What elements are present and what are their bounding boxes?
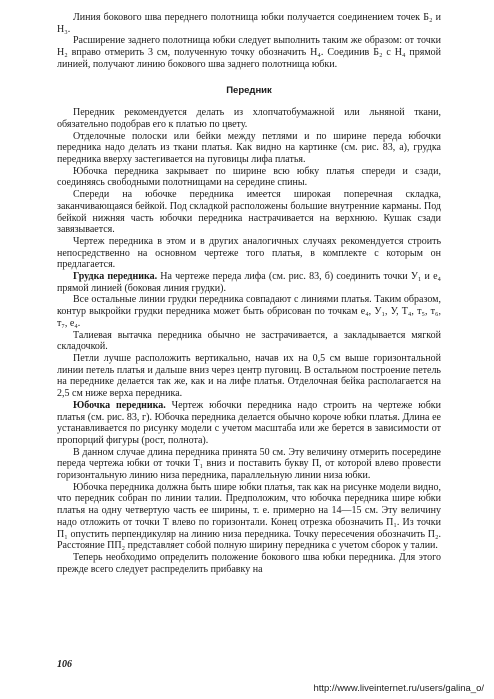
paragraph: Линия бокового шва переднего полотнища юбки получается соединением точек Б₂ и Н₃. [57,12,441,35]
page-number: 106 [57,659,72,670]
paragraph-yubochka [57,400,441,447]
paragraph: Петли лучше расположить вертикально, начав их на 0,5 см выше горизонтальной линии петель платья и дальше вниз через центр пуговиц. В остальном построение петель на переднике делается так же, как и на лифе платья. Отделочная бейка располагается на 2,5 см ниже верха передника. [57,352,441,400]
paragraph-text: Чертеж юбочки передника надо строить на чертеже юбки платья (см. рис. 83, г). Юбочка передника делается обычно короче юбки платья. Длина ее устанавливается по рисунку модели с учетом масштаба или же берется в зависимости от пропорций фигуры (рост, полнота). [57,399,441,446]
source-url: http://www.liveinternet.ru/users/galina_o/ [313,683,484,694]
paragraph-grudka [57,271,441,294]
paragraph: В данном случае длина передника принята 50 см. Эту величину отмерить посередине переда чертежа юбки от точки Т₁ вниз и поставить букву П, от которой влево провести горизонтальную линию низа передника, параллельную линии низа юбки. [57,446,441,482]
paragraph: Расширение заднего полотнища юбки следует выполнить таким же образом: от точки Н₂ вправо отмерить 3 см, полученную точку обозначить Н₄. Соединив Б₂ с Н₄ прямой линией, получают линию бокового шва заднего полотнища юбки. [57,35,441,70]
section-title: Передник [226,84,272,96]
paragraph: Юбочка передника должна быть шире юбки платья, так как на рисунке модели видно, что передник собран по линии талии. Предположим, что юбочка передника шире юбки платья на одну четвертую часть ее ширины, т. е. примерно на 14—15 см. Эту величину надо отложить от точки Т влево по горизонтали. Конец отрезка обозначить П₁. Из точки П₁ опустить перпендикуляр на линию низа передника. Точку пересечения обозначить П₂. Расстояние ПП₂ представляет собой полную ширину передника с учетом сборок у талии. [57,481,441,552]
paragraph: Талиевая вытачка передника обычно не застрачивается, а закладывается мягкой складочкой. [57,329,441,353]
book-page [57,12,441,575]
paragraph: Отделочные полоски или бейки между петлями и по ширине переда юбочки передника надо делать из ткани платья. Как видно на картинке (см. рис. 83, а), грудка передника вверху застегивается на пуговицы лифа платья. [57,130,441,166]
paragraph: Все остальные линии грудки передника совпадают с линиями платья. Таким образом, контур выкройки грудки передника может быть обрисован по точкам е₄, У₁, У, Т₄, т₅, т₆, т₇, е₄. [57,294,441,329]
runin-heading: Юбочка передника. [73,399,166,411]
paragraph: Юбочка передника закрывает по ширине всю юбку платья спереди и сзади, соединяясь свободными полотнищами на середине спины. [57,165,441,189]
paragraph: Спереди на юбочке передника имеется широкая поперечная складка, заканчивающаяся бейкой. Под складкой расположены большие внутренние карманы. Под бейкой нижняя часть юбочки передника настрачивается на верхнюю. Кушак сзади завязывается. [57,189,441,236]
runin-heading: Грудка передника. [73,271,158,283]
paragraph-text: На чертеже переда лифа (см. рис. 83, б) соединить точки У₁ и е₄ прямой линией (боковая линия грудки). [57,271,441,294]
paragraph: Передник рекомендуется делать из хлопчатобумажной или льняной ткани, обязательно подобрав его к платью по цвету. [57,107,441,130]
paragraph: Теперь необходимо определить положение бокового шва юбки передника. Для этого прежде всего следует распределить прибавку на [57,551,441,575]
paragraph: Чертеж передника в этом и в других аналогичных случаях рекомендуется строить непосредственно на основном чертеже того платья, в комплекте с которым он предлагается. [57,235,441,271]
